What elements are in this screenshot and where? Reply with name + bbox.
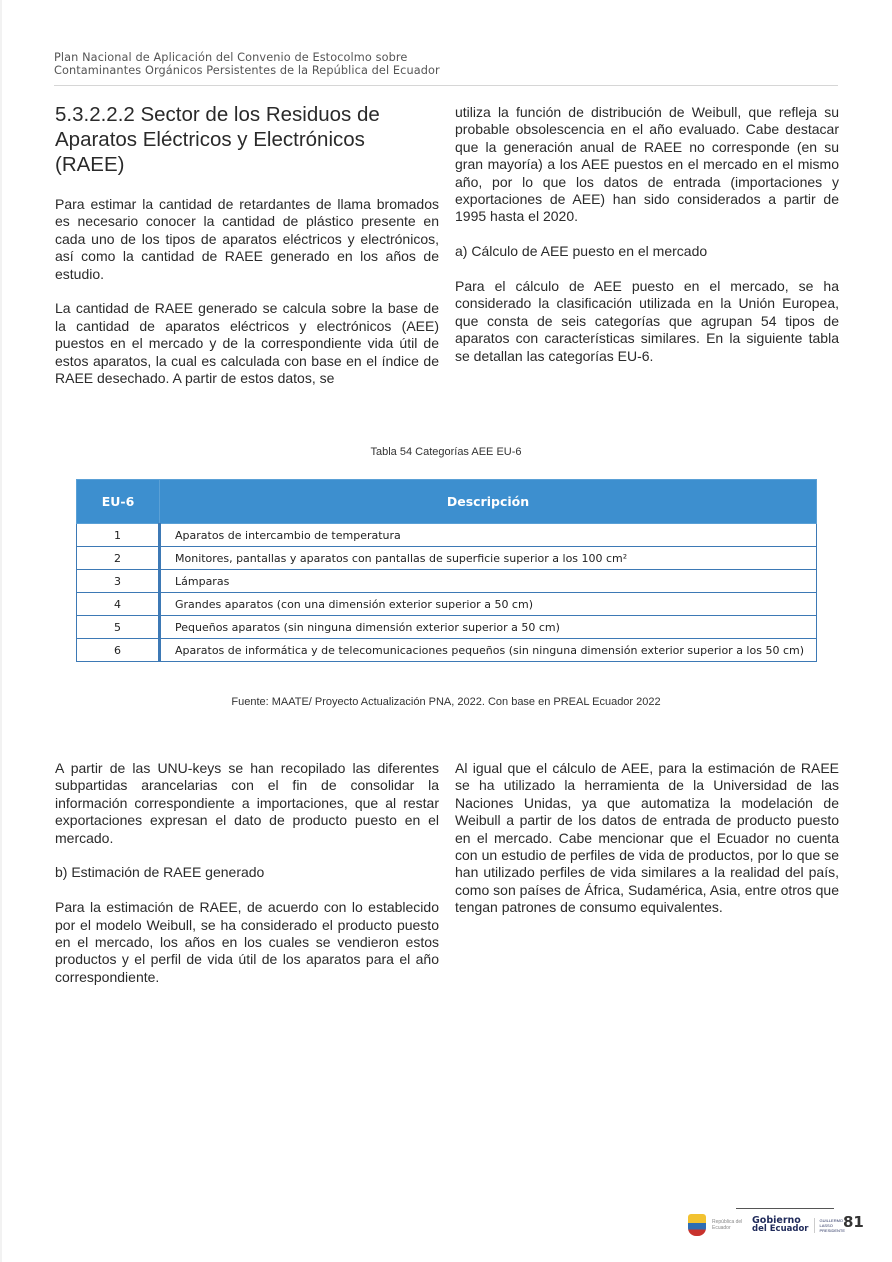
footer-logos — [688, 1212, 851, 1238]
column-right-bottom — [455, 760, 839, 934]
table-row — [77, 570, 817, 593]
column-header-descripcion: Descripción — [160, 480, 817, 524]
table-row — [77, 616, 817, 639]
table-row — [77, 547, 817, 570]
footer-divider — [736, 1208, 834, 1209]
cell-desc: Pequeños aparatos (sin ninguna dimensión exterior superior a 50 cm) — [160, 616, 817, 639]
subheading-b: b) Estimación de RAEE generado — [55, 864, 265, 881]
paragraph: Para estimar la cantidad de retardantes de llama bromados es necesario conocer la cantidad de plástico presente en cada uno de los tipos de aparatos eléctricos y electrónicos, así como la cantidad de RAEE generado en los años de estudio. — [55, 196, 439, 282]
cell-num: 6 — [77, 639, 160, 662]
table-row — [77, 524, 817, 547]
cell-num: 1 — [77, 524, 160, 547]
paragraph: Al igual que el cálculo de AEE, para la estimación de RAEE se ha utilizado la herramienta de la Universidad de las Naciones Unidas, ya que automatiza la modelación de Weibull a partir de los datos de entrada de producto puesto en el mercado. Cabe mencionar que el Ecuador no cuenta con un estudio de perfiles de vida de productos, por lo que se han utilizado perfiles de vida similares a la realidad del país, como son países de África, Sudamérica, Asia, entre otros que tengan patrones de consumo equivalentes. — [455, 760, 839, 916]
page-number: 81 — [843, 1213, 864, 1231]
cell-num: 2 — [77, 547, 160, 570]
column-left-top — [55, 102, 439, 405]
table-header-row — [77, 480, 817, 524]
table-source: Fuente: MAATE/ Proyecto Actualización PNA, 2022. Con base en PREAL Ecuador 2022 — [231, 696, 661, 708]
gobierno-logo — [752, 1216, 808, 1235]
republica-label: República del Ecuador — [712, 1219, 743, 1231]
gobierno-line2: del Ecuador — [752, 1224, 809, 1234]
paragraph: Para la estimación de RAEE, de acuerdo con lo establecido por el modelo Weibull, se ha considerado el producto puesto en el mercado, los años en los cuales se vendieron estos productos y el perfil de vida útil de los aparatos para el año correspondiente. — [55, 899, 439, 985]
coat-of-arms-icon — [688, 1214, 706, 1236]
running-header-line1: Plan Nacional de Aplicación del Convenio de Estocolmo sobre — [54, 51, 408, 64]
paragraph: Para el cálculo de AEE puesto en el mercado, se ha considerado la clasificación utilizada en la Unión Europea, que consta de seis categorías que agrupan 54 tipos de aparatos con características similares. En la siguiente tabla se detallan las categorías EU-6. — [455, 278, 839, 364]
running-header — [54, 52, 838, 77]
eu6-table — [76, 479, 817, 662]
paragraph: La cantidad de RAEE generado se calcula sobre la base de la cantidad de aparatos eléctricos y electrónicos (AEE) puestos en el mercado y de la correspondiente vida útil de estos aparatos, la cual es calculada con base en el índice de RAEE desechado. A partir de estos datos, se — [55, 300, 439, 387]
column-header-eu6: EU-6 — [77, 480, 160, 524]
cell-num: 4 — [77, 593, 160, 616]
cell-desc: Monitores, pantallas y aparatos con pantallas de superficie superior a los 100 cm² — [160, 547, 817, 570]
page-edge — [0, 0, 2, 1262]
gobierno-line1: Gobierno — [752, 1214, 801, 1226]
cell-desc: Grandes aparatos (con una dimensión exterior superior a 50 cm) — [160, 593, 817, 616]
cell-desc: Aparatos de intercambio de temperatura — [160, 524, 817, 547]
cell-desc: Lámparas — [160, 570, 817, 593]
column-right-top — [455, 104, 839, 382]
running-header-line2: Contaminantes Orgánicos Persistentes de la República del Ecuador — [54, 63, 440, 77]
table-caption: Tabla 54 Categorías AEE EU-6 — [370, 446, 522, 458]
table-row — [77, 639, 817, 662]
presidente-label: GUILLERMO LASSO PRESIDENTE — [814, 1218, 851, 1233]
paragraph: utiliza la función de distribución de Weibull, que refleja su probable obsolescencia en el año evaluado. Cabe destacar que la generación anual de RAEE no corresponde (en su gran mayoría) a los AEE puestos en el mercado en el mismo año, por lo que los datos de entrada (importaciones y exportaciones de AEE) han sido considerados a partir de 1995 hasta el 2020. — [455, 104, 839, 225]
table-row — [77, 593, 817, 616]
cell-desc: Aparatos de informática y de telecomunicaciones pequeños (sin ninguna dimensión exterior superior a los 50 cm) — [160, 639, 817, 662]
paragraph: A partir de las UNU-keys se han recopilado las diferentes subpartidas arancelarias con el fin de consolidar la información correspondiente a importaciones, que al restar exportaciones expresan el dato de producto puesto en el mercado. — [55, 760, 439, 846]
cell-num: 3 — [77, 570, 160, 593]
header-divider — [54, 85, 838, 86]
column-left-bottom — [55, 760, 439, 1004]
cell-num: 5 — [77, 616, 160, 639]
subheading-a: a) Cálculo de AEE puesto en el mercado — [455, 243, 708, 260]
section-title: 5.3.2.2.2 Sector de los Residuos de Aparatos Eléctricos y Electrónicos (RAEE) — [55, 103, 380, 176]
